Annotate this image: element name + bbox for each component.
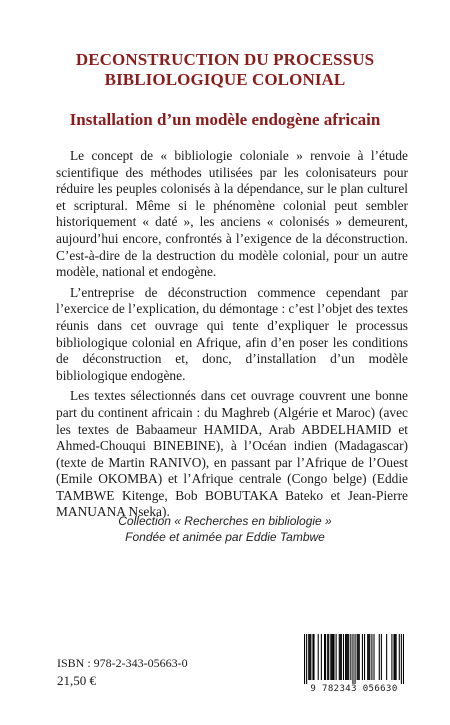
barcode-bar bbox=[333, 634, 334, 680]
barcode-bar bbox=[345, 634, 346, 680]
book-subtitle: Installation d’un modèle endogène africain bbox=[69, 110, 381, 129]
barcode-bar bbox=[325, 634, 326, 680]
blurb-paragraph-2: L’entreprise de déconstruction commence cependant par l’exercice de l’explication, du démontage : c’est l’objet des textes réunis dans cet ouvrage qui tente d’expliquer le processus bibliologique colonial en Afrique, afin d’en poser les conditions de déconstruction et, donc, d’installation d’un modèle bibliologique endogène. bbox=[56, 284, 408, 383]
barcode-bar bbox=[362, 634, 363, 680]
barcode-bar bbox=[347, 634, 348, 680]
barcode-bar bbox=[346, 634, 347, 680]
barcode-bar bbox=[391, 634, 392, 680]
barcode-bar bbox=[386, 634, 387, 680]
blurb bbox=[56, 148, 408, 525]
barcode-bar bbox=[321, 634, 322, 680]
barcode-digits: 9 782343 056630 bbox=[310, 684, 398, 694]
barcode-bar bbox=[359, 634, 360, 680]
barcode-bar bbox=[336, 634, 337, 680]
price: 21,50 € bbox=[57, 673, 96, 688]
barcode-bar bbox=[399, 634, 400, 680]
barcode-bar bbox=[355, 634, 356, 684]
barcode-bar bbox=[395, 634, 396, 680]
barcode-bar bbox=[357, 634, 358, 680]
book-title-line-1: DECONSTRUCTION DU PROCESSUS bbox=[75, 50, 375, 69]
barcode-bar bbox=[309, 634, 310, 680]
barcode-bar bbox=[381, 634, 382, 680]
barcode-bar bbox=[310, 634, 311, 680]
barcode-bar bbox=[343, 634, 344, 680]
barcode-bar bbox=[364, 634, 365, 680]
barcode bbox=[300, 634, 408, 698]
collection-name: Collection « Recherches en bibliologie » bbox=[118, 514, 332, 528]
book-title bbox=[40, 50, 410, 90]
isbn: ISBN : 978-2-343-05663-0 bbox=[57, 656, 188, 670]
barcode-bar bbox=[368, 634, 369, 680]
barcode-bar bbox=[341, 634, 342, 680]
barcode-bar bbox=[330, 634, 331, 680]
barcode-bar bbox=[339, 634, 340, 680]
barcode-bar bbox=[304, 634, 305, 684]
blurb-paragraph-3: Les textes sélectionnés dans cet ouvrage couvrent une bonne part du continent africain : du Maghreb (Algérie et Maroc) (avec les textes de Babaameur HAMIDA, Arab ABDELHAMID et Ahmed-Chouqui BINEBINE), à l’Océan indien (Madagascar) (texte de Martin RANIVO), en passant par l’Afrique de l’Ouest (Emile OKOMBA) et l’Afrique centrale (Congo belge) (Eddie TAMBWE Kitenge, Bob BOBUTAKA Bateko et Jean-Pierre MANUANA Nseka). bbox=[56, 388, 408, 520]
barcode-bar bbox=[332, 634, 333, 680]
barcode-bar bbox=[352, 634, 353, 684]
barcode-bar bbox=[358, 634, 359, 680]
barcode-bar bbox=[369, 634, 370, 680]
barcode-bar bbox=[327, 634, 328, 680]
collection-info bbox=[40, 513, 410, 545]
book-title-line-2: BIBLIOLOGIQUE COLONIAL bbox=[104, 70, 346, 89]
barcode-bar bbox=[367, 634, 368, 680]
barcode-bar bbox=[331, 634, 332, 680]
barcode-bar bbox=[396, 634, 397, 680]
barcode-bar bbox=[348, 634, 349, 680]
barcode-bar bbox=[373, 634, 374, 680]
barcode-bar bbox=[350, 634, 351, 680]
barcode-bar bbox=[371, 634, 372, 680]
barcode-bar bbox=[379, 634, 380, 680]
barcode-bar bbox=[403, 634, 404, 684]
barcode-bar bbox=[308, 634, 309, 680]
barcode-bar bbox=[306, 634, 307, 684]
barcode-bar bbox=[324, 634, 325, 680]
barcode-bar bbox=[313, 634, 314, 680]
barcode-bar bbox=[393, 634, 394, 680]
barcode-bar bbox=[401, 634, 402, 684]
barcode-bar bbox=[328, 634, 329, 680]
collection-founder: Fondée et animée par Eddie Tambwe bbox=[125, 530, 325, 544]
blurb-paragraph-1: Le concept de « bibliologie coloniale » renvoie à l’étude scientifique des méthodes utilisées par les colonisateurs pour réduire les peuples colonisés à la dépendance, sur le plan culturel et scriptural. Même si le phénomène colonial peut sembler historiquement « daté », les anciens « colonisés » demeurent, aujourd’hui encore, confrontés à l’exigence de la déconstruction. C’est-à-dire de la destruction du modèle colonial, pour un autre modèle, national et endogène. bbox=[56, 148, 408, 280]
barcode-bars bbox=[304, 634, 404, 684]
barcode-bar bbox=[340, 634, 341, 680]
barcode-bar bbox=[312, 634, 313, 680]
barcode-bar bbox=[318, 634, 319, 680]
